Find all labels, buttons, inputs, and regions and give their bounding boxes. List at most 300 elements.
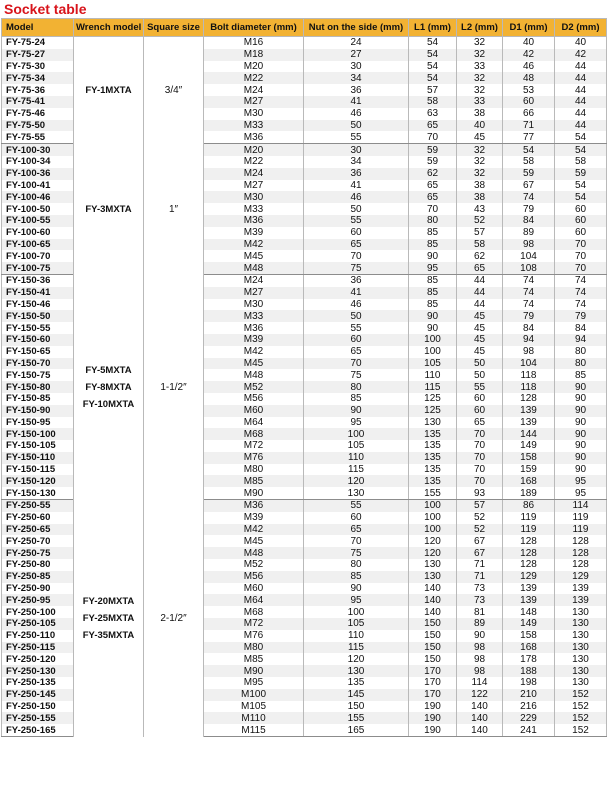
model-cell: FY-100-70 bbox=[2, 250, 74, 262]
bolt-diameter-cell: M48 bbox=[204, 369, 304, 381]
model-cell: FY-150-130 bbox=[2, 487, 74, 499]
l2-cell: 32 bbox=[457, 84, 503, 96]
d1-cell: 60 bbox=[503, 96, 555, 108]
l2-cell: 65 bbox=[457, 417, 503, 429]
l1-cell: 70 bbox=[409, 131, 457, 143]
l1-cell: 170 bbox=[409, 677, 457, 689]
nut-on-side-cell: 105 bbox=[304, 440, 409, 452]
l1-cell: 190 bbox=[409, 724, 457, 736]
d1-cell: 128 bbox=[503, 535, 555, 547]
d1-cell: 118 bbox=[503, 381, 555, 393]
bolt-diameter-cell: M45 bbox=[204, 358, 304, 370]
d2-cell: 80 bbox=[555, 358, 607, 370]
bolt-diameter-cell: M33 bbox=[204, 203, 304, 215]
l1-cell: 85 bbox=[409, 299, 457, 311]
d2-cell: 130 bbox=[555, 618, 607, 630]
nut-on-side-cell: 55 bbox=[304, 131, 409, 143]
d2-cell: 58 bbox=[555, 156, 607, 168]
bolt-diameter-cell: M64 bbox=[204, 594, 304, 606]
nut-on-side-cell: 80 bbox=[304, 381, 409, 393]
l1-cell: 170 bbox=[409, 665, 457, 677]
nut-on-side-cell: 100 bbox=[304, 606, 409, 618]
model-cell: FY-250-120 bbox=[2, 653, 74, 665]
d1-cell: 128 bbox=[503, 393, 555, 405]
nut-on-side-cell: 120 bbox=[304, 653, 409, 665]
l2-cell: 52 bbox=[457, 524, 503, 536]
d1-cell: 84 bbox=[503, 322, 555, 334]
bolt-diameter-cell: M68 bbox=[204, 606, 304, 618]
model-cell: FY-150-75 bbox=[2, 369, 74, 381]
d2-cell: 44 bbox=[555, 72, 607, 84]
nut-on-side-cell: 46 bbox=[304, 108, 409, 120]
d2-cell: 152 bbox=[555, 712, 607, 724]
d2-cell: 42 bbox=[555, 49, 607, 61]
nut-on-side-cell: 60 bbox=[304, 227, 409, 239]
d1-cell: 189 bbox=[503, 487, 555, 499]
socket-table bbox=[1, 18, 607, 737]
nut-on-side-cell: 100 bbox=[304, 428, 409, 440]
bolt-diameter-cell: M115 bbox=[204, 724, 304, 736]
l1-cell: 95 bbox=[409, 262, 457, 274]
d2-cell: 130 bbox=[555, 606, 607, 618]
d1-cell: 94 bbox=[503, 334, 555, 346]
bolt-diameter-cell: M76 bbox=[204, 452, 304, 464]
d2-cell: 130 bbox=[555, 665, 607, 677]
model-cell: FY-75-30 bbox=[2, 61, 74, 73]
l1-cell: 85 bbox=[409, 239, 457, 251]
square-size-cell: 2-1/2″ bbox=[144, 500, 204, 737]
model-cell: FY-75-46 bbox=[2, 108, 74, 120]
nut-on-side-cell: 70 bbox=[304, 535, 409, 547]
bolt-diameter-cell: M56 bbox=[204, 393, 304, 405]
d2-cell: 90 bbox=[555, 452, 607, 464]
model-cell: FY-100-55 bbox=[2, 215, 74, 227]
model-cell: FY-150-115 bbox=[2, 464, 74, 476]
model-cell: FY-250-75 bbox=[2, 547, 74, 559]
wrench-model-cell bbox=[74, 37, 144, 144]
l1-cell: 54 bbox=[409, 49, 457, 61]
nut-on-side-cell: 135 bbox=[304, 677, 409, 689]
d1-cell: 98 bbox=[503, 346, 555, 358]
d1-cell: 74 bbox=[503, 274, 555, 286]
l1-cell: 57 bbox=[409, 84, 457, 96]
d2-cell: 128 bbox=[555, 547, 607, 559]
model-cell: FY-250-95 bbox=[2, 594, 74, 606]
bolt-diameter-cell: M72 bbox=[204, 440, 304, 452]
l1-cell: 190 bbox=[409, 712, 457, 724]
wrench-model-label: FY-5MXTA bbox=[85, 364, 132, 376]
page-title: Socket table bbox=[4, 1, 87, 17]
l1-cell: 59 bbox=[409, 144, 457, 156]
model-cell: FY-100-60 bbox=[2, 227, 74, 239]
d1-cell: 149 bbox=[503, 440, 555, 452]
l2-cell: 58 bbox=[457, 239, 503, 251]
d2-cell: 54 bbox=[555, 191, 607, 203]
model-cell: FY-150-100 bbox=[2, 428, 74, 440]
l2-cell: 32 bbox=[457, 168, 503, 180]
bolt-diameter-cell: M60 bbox=[204, 583, 304, 595]
l1-cell: 140 bbox=[409, 606, 457, 618]
model-cell: FY-150-55 bbox=[2, 322, 74, 334]
bolt-diameter-cell: M22 bbox=[204, 72, 304, 84]
bolt-diameter-cell: M45 bbox=[204, 535, 304, 547]
l2-cell: 70 bbox=[457, 452, 503, 464]
nut-on-side-cell: 110 bbox=[304, 452, 409, 464]
l1-cell: 120 bbox=[409, 535, 457, 547]
l2-cell: 70 bbox=[457, 475, 503, 487]
bolt-diameter-cell: M45 bbox=[204, 250, 304, 262]
l1-cell: 70 bbox=[409, 203, 457, 215]
d1-cell: 98 bbox=[503, 239, 555, 251]
nut-on-side-cell: 60 bbox=[304, 512, 409, 524]
d2-cell: 60 bbox=[555, 215, 607, 227]
nut-on-side-cell: 41 bbox=[304, 287, 409, 299]
l1-cell: 54 bbox=[409, 61, 457, 73]
model-cell: FY-250-135 bbox=[2, 677, 74, 689]
l2-cell: 45 bbox=[457, 322, 503, 334]
model-cell: FY-150-90 bbox=[2, 405, 74, 417]
l2-cell: 81 bbox=[457, 606, 503, 618]
l2-cell: 65 bbox=[457, 262, 503, 274]
l1-cell: 140 bbox=[409, 594, 457, 606]
d2-cell: 119 bbox=[555, 524, 607, 536]
l1-cell: 155 bbox=[409, 487, 457, 499]
l1-cell: 58 bbox=[409, 96, 457, 108]
model-cell: FY-100-41 bbox=[2, 180, 74, 192]
d1-cell: 210 bbox=[503, 689, 555, 701]
d2-cell: 128 bbox=[555, 535, 607, 547]
model-cell: FY-75-41 bbox=[2, 96, 74, 108]
model-cell: FY-250-100 bbox=[2, 606, 74, 618]
table-body bbox=[2, 37, 607, 737]
header-wrench-model: Wrench model bbox=[74, 19, 144, 37]
bolt-diameter-cell: M56 bbox=[204, 571, 304, 583]
d2-cell: 90 bbox=[555, 428, 607, 440]
model-cell: FY-100-75 bbox=[2, 262, 74, 274]
l1-cell: 135 bbox=[409, 475, 457, 487]
d2-cell: 90 bbox=[555, 381, 607, 393]
model-cell: FY-100-50 bbox=[2, 203, 74, 215]
d1-cell: 216 bbox=[503, 701, 555, 713]
d1-cell: 118 bbox=[503, 369, 555, 381]
d2-cell: 84 bbox=[555, 322, 607, 334]
model-cell: FY-75-50 bbox=[2, 120, 74, 132]
nut-on-side-cell: 55 bbox=[304, 322, 409, 334]
l1-cell: 100 bbox=[409, 512, 457, 524]
header-nut-on-side: Nut on the side (mm) bbox=[304, 19, 409, 37]
l2-cell: 89 bbox=[457, 618, 503, 630]
model-cell: FY-75-55 bbox=[2, 131, 74, 143]
l1-cell: 150 bbox=[409, 642, 457, 654]
wrench-model-label: FY-1MXTA bbox=[85, 84, 132, 96]
model-cell: FY-250-90 bbox=[2, 583, 74, 595]
l1-cell: 85 bbox=[409, 227, 457, 239]
d1-cell: 42 bbox=[503, 49, 555, 61]
l2-cell: 38 bbox=[457, 180, 503, 192]
l2-cell: 32 bbox=[457, 37, 503, 49]
model-cell: FY-250-115 bbox=[2, 642, 74, 654]
l1-cell: 54 bbox=[409, 37, 457, 49]
l1-cell: 80 bbox=[409, 215, 457, 227]
bolt-diameter-cell: M52 bbox=[204, 381, 304, 393]
wrench-model-label: FY-35MXTA bbox=[82, 629, 135, 641]
d2-cell: 44 bbox=[555, 61, 607, 73]
l2-cell: 71 bbox=[457, 571, 503, 583]
l1-cell: 59 bbox=[409, 156, 457, 168]
model-cell: FY-150-36 bbox=[2, 274, 74, 286]
d2-cell: 90 bbox=[555, 464, 607, 476]
d1-cell: 148 bbox=[503, 606, 555, 618]
model-cell: FY-100-30 bbox=[2, 144, 74, 156]
d1-cell: 198 bbox=[503, 677, 555, 689]
l2-cell: 55 bbox=[457, 381, 503, 393]
d2-cell: 54 bbox=[555, 180, 607, 192]
nut-on-side-cell: 130 bbox=[304, 665, 409, 677]
l2-cell: 32 bbox=[457, 49, 503, 61]
model-cell: FY-150-50 bbox=[2, 310, 74, 322]
bolt-diameter-cell: M27 bbox=[204, 287, 304, 299]
d1-cell: 119 bbox=[503, 512, 555, 524]
d2-cell: 90 bbox=[555, 393, 607, 405]
header-bolt-diameter: Bolt diameter (mm) bbox=[204, 19, 304, 37]
model-cell: FY-250-65 bbox=[2, 524, 74, 536]
d2-cell: 139 bbox=[555, 583, 607, 595]
l2-cell: 45 bbox=[457, 131, 503, 143]
d1-cell: 66 bbox=[503, 108, 555, 120]
l1-cell: 65 bbox=[409, 191, 457, 203]
bolt-diameter-cell: M90 bbox=[204, 487, 304, 499]
l2-cell: 114 bbox=[457, 677, 503, 689]
bolt-diameter-cell: M39 bbox=[204, 512, 304, 524]
model-cell: FY-75-27 bbox=[2, 49, 74, 61]
nut-on-side-cell: 60 bbox=[304, 334, 409, 346]
nut-on-side-cell: 75 bbox=[304, 547, 409, 559]
bolt-diameter-cell: M105 bbox=[204, 701, 304, 713]
l1-cell: 105 bbox=[409, 358, 457, 370]
d2-cell: 130 bbox=[555, 653, 607, 665]
model-cell: FY-150-70 bbox=[2, 358, 74, 370]
nut-on-side-cell: 50 bbox=[304, 120, 409, 132]
wrench-model-cell bbox=[74, 274, 144, 499]
l2-cell: 40 bbox=[457, 120, 503, 132]
d2-cell: 60 bbox=[555, 203, 607, 215]
l2-cell: 38 bbox=[457, 108, 503, 120]
bolt-diameter-cell: M24 bbox=[204, 84, 304, 96]
d1-cell: 48 bbox=[503, 72, 555, 84]
l1-cell: 100 bbox=[409, 500, 457, 512]
d1-cell: 67 bbox=[503, 180, 555, 192]
d2-cell: 40 bbox=[555, 37, 607, 49]
model-cell: FY-150-41 bbox=[2, 287, 74, 299]
bolt-diameter-cell: M42 bbox=[204, 524, 304, 536]
d2-cell: 54 bbox=[555, 144, 607, 156]
d2-cell: 152 bbox=[555, 701, 607, 713]
l2-cell: 43 bbox=[457, 203, 503, 215]
wrench-model-label: FY-8MXTA bbox=[85, 381, 132, 393]
nut-on-side-cell: 150 bbox=[304, 701, 409, 713]
model-cell: FY-100-34 bbox=[2, 156, 74, 168]
wrench-model-label: FY-10MXTA bbox=[82, 398, 135, 410]
d2-cell: 70 bbox=[555, 250, 607, 262]
l1-cell: 150 bbox=[409, 630, 457, 642]
l2-cell: 67 bbox=[457, 547, 503, 559]
bolt-diameter-cell: M76 bbox=[204, 630, 304, 642]
bolt-diameter-cell: M64 bbox=[204, 417, 304, 429]
d2-cell: 60 bbox=[555, 227, 607, 239]
model-cell: FY-100-36 bbox=[2, 168, 74, 180]
model-cell: FY-250-150 bbox=[2, 701, 74, 713]
l1-cell: 140 bbox=[409, 583, 457, 595]
header-l1: L1 (mm) bbox=[409, 19, 457, 37]
nut-on-side-cell: 46 bbox=[304, 299, 409, 311]
d1-cell: 89 bbox=[503, 227, 555, 239]
nut-on-side-cell: 90 bbox=[304, 583, 409, 595]
l2-cell: 73 bbox=[457, 594, 503, 606]
bolt-diameter-cell: M33 bbox=[204, 120, 304, 132]
bolt-diameter-cell: M85 bbox=[204, 653, 304, 665]
nut-on-side-cell: 65 bbox=[304, 524, 409, 536]
l2-cell: 33 bbox=[457, 96, 503, 108]
bolt-diameter-cell: M33 bbox=[204, 310, 304, 322]
model-cell: FY-150-60 bbox=[2, 334, 74, 346]
nut-on-side-cell: 105 bbox=[304, 618, 409, 630]
nut-on-side-cell: 55 bbox=[304, 215, 409, 227]
nut-on-side-cell: 90 bbox=[304, 405, 409, 417]
d1-cell: 188 bbox=[503, 665, 555, 677]
header-l2: L2 (mm) bbox=[457, 19, 503, 37]
bolt-diameter-cell: M39 bbox=[204, 227, 304, 239]
bolt-diameter-cell: M90 bbox=[204, 665, 304, 677]
l2-cell: 52 bbox=[457, 512, 503, 524]
nut-on-side-cell: 70 bbox=[304, 250, 409, 262]
d1-cell: 108 bbox=[503, 262, 555, 274]
model-cell: FY-250-70 bbox=[2, 535, 74, 547]
nut-on-side-cell: 36 bbox=[304, 84, 409, 96]
bolt-diameter-cell: M68 bbox=[204, 428, 304, 440]
d2-cell: 74 bbox=[555, 299, 607, 311]
model-cell: FY-150-46 bbox=[2, 299, 74, 311]
l1-cell: 150 bbox=[409, 618, 457, 630]
bolt-diameter-cell: M42 bbox=[204, 346, 304, 358]
d2-cell: 130 bbox=[555, 630, 607, 642]
model-cell: FY-150-80 bbox=[2, 381, 74, 393]
table-row bbox=[2, 500, 607, 512]
d1-cell: 84 bbox=[503, 215, 555, 227]
l1-cell: 62 bbox=[409, 168, 457, 180]
l2-cell: 71 bbox=[457, 559, 503, 571]
l1-cell: 135 bbox=[409, 440, 457, 452]
bolt-diameter-cell: M18 bbox=[204, 49, 304, 61]
l1-cell: 100 bbox=[409, 334, 457, 346]
model-cell: FY-150-65 bbox=[2, 346, 74, 358]
nut-on-side-cell: 115 bbox=[304, 642, 409, 654]
d1-cell: 54 bbox=[503, 144, 555, 156]
l2-cell: 44 bbox=[457, 299, 503, 311]
nut-on-side-cell: 50 bbox=[304, 203, 409, 215]
l1-cell: 130 bbox=[409, 559, 457, 571]
model-cell: FY-250-155 bbox=[2, 712, 74, 724]
l2-cell: 45 bbox=[457, 334, 503, 346]
wrench-model-label: FY-25MXTA bbox=[82, 612, 135, 624]
square-size-cell: 1″ bbox=[144, 144, 204, 275]
table-row bbox=[2, 37, 607, 49]
d1-cell: 46 bbox=[503, 61, 555, 73]
square-size-cell: 3/4″ bbox=[144, 37, 204, 144]
nut-on-side-cell: 30 bbox=[304, 144, 409, 156]
bolt-diameter-cell: M85 bbox=[204, 475, 304, 487]
nut-on-side-cell: 130 bbox=[304, 487, 409, 499]
model-cell: FY-75-36 bbox=[2, 84, 74, 96]
l1-cell: 90 bbox=[409, 322, 457, 334]
nut-on-side-cell: 110 bbox=[304, 630, 409, 642]
bolt-diameter-cell: M30 bbox=[204, 299, 304, 311]
model-cell: FY-75-24 bbox=[2, 37, 74, 49]
l2-cell: 73 bbox=[457, 583, 503, 595]
d2-cell: 130 bbox=[555, 677, 607, 689]
d2-cell: 94 bbox=[555, 334, 607, 346]
l2-cell: 32 bbox=[457, 144, 503, 156]
l2-cell: 90 bbox=[457, 630, 503, 642]
l1-cell: 90 bbox=[409, 250, 457, 262]
l2-cell: 45 bbox=[457, 310, 503, 322]
l2-cell: 98 bbox=[457, 642, 503, 654]
d1-cell: 74 bbox=[503, 191, 555, 203]
bolt-diameter-cell: M36 bbox=[204, 322, 304, 334]
d1-cell: 139 bbox=[503, 405, 555, 417]
d1-cell: 79 bbox=[503, 310, 555, 322]
nut-on-side-cell: 41 bbox=[304, 180, 409, 192]
l1-cell: 65 bbox=[409, 180, 457, 192]
l1-cell: 170 bbox=[409, 689, 457, 701]
d1-cell: 139 bbox=[503, 594, 555, 606]
nut-on-side-cell: 145 bbox=[304, 689, 409, 701]
d2-cell: 129 bbox=[555, 571, 607, 583]
bolt-diameter-cell: M48 bbox=[204, 262, 304, 274]
nut-on-side-cell: 27 bbox=[304, 49, 409, 61]
bolt-diameter-cell: M95 bbox=[204, 677, 304, 689]
header-square-size: Square size bbox=[144, 19, 204, 37]
d2-cell: 74 bbox=[555, 287, 607, 299]
d1-cell: 119 bbox=[503, 524, 555, 536]
wrench-model-cell bbox=[74, 500, 144, 737]
nut-on-side-cell: 120 bbox=[304, 475, 409, 487]
model-cell: FY-150-105 bbox=[2, 440, 74, 452]
l1-cell: 135 bbox=[409, 452, 457, 464]
l2-cell: 70 bbox=[457, 440, 503, 452]
model-cell: FY-75-34 bbox=[2, 72, 74, 84]
l1-cell: 130 bbox=[409, 571, 457, 583]
nut-on-side-cell: 85 bbox=[304, 571, 409, 583]
l1-cell: 100 bbox=[409, 346, 457, 358]
header-model: Model bbox=[2, 19, 74, 37]
nut-on-side-cell: 95 bbox=[304, 594, 409, 606]
l1-cell: 190 bbox=[409, 701, 457, 713]
model-cell: FY-250-110 bbox=[2, 630, 74, 642]
l1-cell: 135 bbox=[409, 464, 457, 476]
wrench-model-label: FY-20MXTA bbox=[82, 595, 135, 607]
l1-cell: 100 bbox=[409, 524, 457, 536]
d2-cell: 114 bbox=[555, 500, 607, 512]
d1-cell: 159 bbox=[503, 464, 555, 476]
l2-cell: 33 bbox=[457, 61, 503, 73]
d2-cell: 44 bbox=[555, 96, 607, 108]
nut-on-side-cell: 24 bbox=[304, 37, 409, 49]
nut-on-side-cell: 70 bbox=[304, 358, 409, 370]
bolt-diameter-cell: M20 bbox=[204, 61, 304, 73]
d1-cell: 128 bbox=[503, 559, 555, 571]
bolt-diameter-cell: M52 bbox=[204, 559, 304, 571]
l2-cell: 50 bbox=[457, 358, 503, 370]
